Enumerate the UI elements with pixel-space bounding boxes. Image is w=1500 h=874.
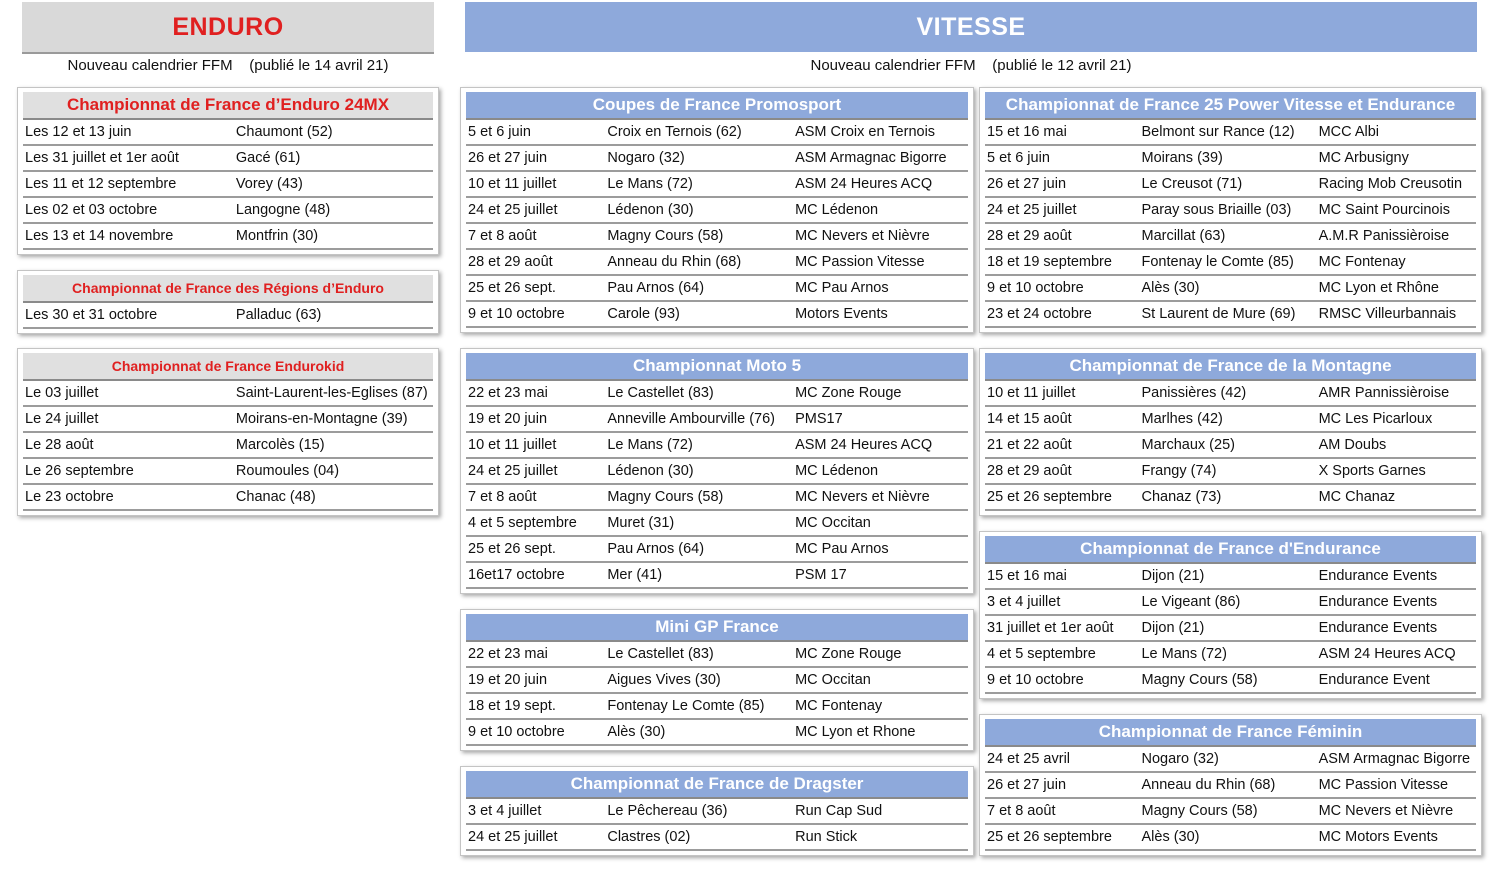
- section-title: Championnat de France d'Endurance: [985, 536, 1476, 564]
- table-row: [466, 642, 968, 668]
- location-cell: Carole (93): [607, 306, 680, 322]
- location-cell: Anneau du Rhin (68): [1141, 777, 1276, 793]
- section-title: Mini GP France: [466, 614, 968, 642]
- location-cell: Muret (31): [607, 515, 675, 531]
- table-row: [985, 198, 1476, 224]
- location-cell: Alès (30): [1141, 829, 1200, 845]
- location-cell: Le Mans (72): [607, 437, 693, 453]
- location-cell: Clastres (02): [607, 829, 691, 845]
- table-row: [985, 433, 1476, 459]
- table-row: [985, 590, 1476, 616]
- organizer-cell: MC Occitan: [795, 515, 871, 531]
- date-cell: 22 et 23 mai: [468, 646, 548, 662]
- table-row: [466, 381, 968, 407]
- date-cell: 25 et 26 sept.: [468, 541, 556, 557]
- date-cell: 3 et 4 juillet: [468, 803, 542, 819]
- table-row: [985, 302, 1476, 328]
- date-cell: 5 et 6 juin: [987, 150, 1050, 166]
- section-title: Championnat de France Endurokid: [23, 353, 433, 381]
- organizer-cell: MC Lédenon: [795, 202, 879, 218]
- date-cell: 25 et 26 sept.: [468, 280, 556, 296]
- date-cell: 24 et 25 juillet: [468, 463, 558, 479]
- table-row: [23, 120, 433, 146]
- location-cell: Nogaro (32): [1141, 751, 1219, 767]
- table-row: [23, 485, 433, 511]
- date-cell: 19 et 20 juin: [468, 411, 548, 427]
- date-cell: Le 28 août: [25, 437, 94, 453]
- table-row: [985, 224, 1476, 250]
- organizer-cell: MC Lédenon: [795, 463, 879, 479]
- date-cell: 24 et 25 juillet: [468, 829, 558, 845]
- enduro-banner: ENDURO: [22, 2, 434, 54]
- enduro-24mx-card: [17, 87, 439, 255]
- organizer-cell: Endurance Events: [1318, 620, 1438, 636]
- vitesse-subtitle: Nouveau calendrier FFM (publié le 12 avril 21): [810, 57, 1132, 74]
- location-cell: Marlhes (42): [1141, 411, 1223, 427]
- location-cell: Fontenay Le Comte (85): [607, 698, 765, 714]
- location-cell: Croix en Ternois (62): [607, 124, 742, 140]
- location-cell: Lédenon (30): [607, 463, 694, 479]
- location-cell: Langogne (48): [235, 202, 331, 218]
- table-row: [466, 407, 968, 433]
- table-row: [985, 642, 1476, 668]
- location-cell: Moirans-en-Montagne (39): [235, 411, 408, 427]
- date-cell: Les 11 et 12 septembre: [25, 176, 177, 192]
- table-row: [466, 720, 968, 746]
- location-cell: Palladuc (63): [235, 307, 322, 323]
- date-cell: 26 et 27 juin: [987, 777, 1067, 793]
- date-cell: 19 et 20 juin: [468, 672, 548, 688]
- organizer-cell: MC Fontenay: [1318, 254, 1406, 270]
- date-cell: 9 et 10 octobre: [468, 306, 565, 322]
- organizer-cell: Endurance Events: [1318, 594, 1438, 610]
- location-cell: Magny Cours (58): [1141, 803, 1258, 819]
- organizer-cell: PSM 17: [795, 567, 847, 583]
- organizer-cell: MC Chanaz: [1318, 489, 1396, 505]
- date-cell: 24 et 25 avril: [987, 751, 1071, 767]
- table-row: [466, 825, 968, 851]
- organizer-cell: MC Motors Events: [1318, 829, 1438, 845]
- dragster-card: [460, 766, 974, 856]
- table-row: [985, 407, 1476, 433]
- table-row: [985, 668, 1476, 694]
- date-cell: 24 et 25 juillet: [468, 202, 558, 218]
- table-row: [466, 537, 968, 563]
- location-cell: Marcillat (63): [1141, 228, 1226, 244]
- date-cell: 28 et 29 août: [987, 228, 1072, 244]
- date-cell: 16et17 octobre: [468, 567, 565, 583]
- organizer-cell: MC Zone Rouge: [795, 385, 902, 401]
- location-cell: Magny Cours (58): [607, 228, 724, 244]
- date-cell: 31 juillet et 1er août: [987, 620, 1114, 636]
- organizer-cell: MC Passion Vitesse: [795, 254, 925, 270]
- organizer-cell: MC Lyon et Rhône: [1318, 280, 1439, 296]
- location-cell: St Laurent de Mure (69): [1141, 306, 1296, 322]
- table-row: [23, 303, 433, 329]
- organizer-cell: MC Pau Arnos: [795, 280, 889, 296]
- organizer-cell: MC Saint Pourcinois: [1318, 202, 1450, 218]
- table-row: [466, 485, 968, 511]
- table-row: [985, 381, 1476, 407]
- table-row: [985, 564, 1476, 590]
- location-cell: Mer (41): [607, 567, 663, 583]
- date-cell: 18 et 19 sept.: [468, 698, 556, 714]
- location-cell: Belmont sur Rance (12): [1141, 124, 1295, 140]
- organizer-cell: Motors Events: [795, 306, 888, 322]
- date-cell: 3 et 4 juillet: [987, 594, 1061, 610]
- date-cell: 24 et 25 juillet: [987, 202, 1077, 218]
- date-cell: 23 et 24 octobre: [987, 306, 1092, 322]
- date-cell: 10 et 11 juillet: [987, 385, 1076, 401]
- date-cell: 7 et 8 août: [468, 228, 537, 244]
- organizer-cell: ASM Armagnac Bigorre: [1318, 751, 1471, 767]
- date-cell: Le 24 juillet: [25, 411, 99, 427]
- date-cell: 9 et 10 octobre: [468, 724, 565, 740]
- table-row: [466, 146, 968, 172]
- organizer-cell: A.M.R Panissièroise: [1318, 228, 1450, 244]
- organizer-cell: ASM 24 Heures ACQ: [795, 176, 933, 192]
- location-cell: Le Castellet (83): [607, 646, 714, 662]
- table-row: [466, 198, 968, 224]
- table-row: [985, 146, 1476, 172]
- date-cell: 26 et 27 juin: [987, 176, 1067, 192]
- location-cell: Dijon (21): [1141, 620, 1205, 636]
- table-row: [23, 381, 433, 407]
- location-cell: Fontenay le Comte (85): [1141, 254, 1294, 270]
- table-row: [985, 276, 1476, 302]
- table-row: [466, 120, 968, 146]
- date-cell: 28 et 29 août: [468, 254, 553, 270]
- organizer-cell: MC Les Picarloux: [1318, 411, 1433, 427]
- table-row: [985, 459, 1476, 485]
- table-row: [466, 511, 968, 537]
- location-cell: Moirans (39): [1141, 150, 1223, 166]
- location-cell: Le Creusot (71): [1141, 176, 1243, 192]
- date-cell: 9 et 10 octobre: [987, 672, 1084, 688]
- enduro-subtitle: Nouveau calendrier FFM (publié le 14 avril 21): [67, 57, 389, 74]
- section-title: Championnat de France 25 Power Vitesse et Endurance: [985, 92, 1476, 120]
- location-cell: Vorey (43): [235, 176, 303, 192]
- location-cell: Le Pêchereau (36): [607, 803, 728, 819]
- date-cell: Le 26 septembre: [25, 463, 134, 479]
- power25-card: [979, 87, 1482, 333]
- location-cell: Anneville Ambourville (76): [607, 411, 775, 427]
- organizer-cell: MC Zone Rouge: [795, 646, 902, 662]
- location-cell: Alès (30): [607, 724, 666, 740]
- organizer-cell: MC Lyon et Rhone: [795, 724, 916, 740]
- table-row: [985, 250, 1476, 276]
- table-row: [985, 616, 1476, 642]
- table-row: [466, 224, 968, 250]
- date-cell: 10 et 11 juillet: [468, 437, 557, 453]
- date-cell: 25 et 26 septembre: [987, 829, 1112, 845]
- feminin-card: [979, 714, 1482, 856]
- organizer-cell: Racing Mob Creusotin: [1318, 176, 1463, 192]
- organizer-cell: MCC Albi: [1318, 124, 1380, 140]
- organizer-cell: Run Stick: [795, 829, 858, 845]
- location-cell: Magny Cours (58): [1141, 672, 1258, 688]
- location-cell: Le Mans (72): [607, 176, 693, 192]
- date-cell: 9 et 10 octobre: [987, 280, 1084, 296]
- location-cell: Aigues Vives (30): [607, 672, 721, 688]
- organizer-cell: ASM Armagnac Bigorre: [795, 150, 947, 166]
- table-row: [466, 302, 968, 328]
- date-cell: 26 et 27 juin: [468, 150, 548, 166]
- endurance-card: [979, 531, 1482, 699]
- table-row: [23, 459, 433, 485]
- organizer-cell: MC Nevers et Nièvre: [795, 489, 930, 505]
- organizer-cell: ASM 24 Heures ACQ: [1318, 646, 1456, 662]
- organizer-cell: AM Doubs: [1318, 437, 1387, 453]
- organizer-cell: MC Occitan: [795, 672, 871, 688]
- location-cell: Panissières (42): [1141, 385, 1247, 401]
- organizer-cell: Run Cap Sud: [795, 803, 883, 819]
- organizer-cell: AMR Pannissièroise: [1318, 385, 1450, 401]
- montagne-card: [979, 348, 1482, 516]
- table-row: [23, 146, 433, 172]
- moto5-card: [460, 348, 974, 594]
- section-title: Championnat de France Féminin: [985, 719, 1476, 747]
- table-row: [466, 276, 968, 302]
- organizer-cell: RMSC Villeurbannais: [1318, 306, 1457, 322]
- section-title: Championnat de France d’Enduro 24MX: [23, 92, 433, 120]
- organizer-cell: MC Passion Vitesse: [1318, 777, 1449, 793]
- date-cell: 4 et 5 septembre: [987, 646, 1096, 662]
- table-row: [985, 120, 1476, 146]
- table-row: [985, 172, 1476, 198]
- section-title: Championnat de France de la Montagne: [985, 353, 1476, 381]
- location-cell: Marcolès (15): [235, 437, 325, 453]
- location-cell: Anneau du Rhin (68): [607, 254, 742, 270]
- organizer-cell: MC Arbusigny: [1318, 150, 1409, 166]
- organizer-cell: ASM 24 Heures ACQ: [795, 437, 933, 453]
- section-title: Championnat de France des Régions d’Enduro: [23, 275, 433, 303]
- date-cell: 25 et 26 septembre: [987, 489, 1112, 505]
- location-cell: Nogaro (32): [607, 150, 685, 166]
- minigp-card: [460, 609, 974, 751]
- location-cell: Le Vigeant (86): [1141, 594, 1241, 610]
- table-row: [985, 825, 1476, 851]
- date-cell: 14 et 15 août: [987, 411, 1072, 427]
- date-cell: 15 et 16 mai: [987, 124, 1067, 140]
- date-cell: 5 et 6 juin: [468, 124, 531, 140]
- organizer-cell: MC Nevers et Nièvre: [795, 228, 930, 244]
- location-cell: Chaumont (52): [235, 124, 333, 140]
- table-row: [466, 668, 968, 694]
- table-row: [466, 694, 968, 720]
- date-cell: 21 et 22 août: [987, 437, 1072, 453]
- date-cell: Le 03 juillet: [25, 385, 99, 401]
- organizer-cell: PMS17: [795, 411, 843, 427]
- date-cell: Les 30 et 31 octobre: [25, 307, 158, 323]
- section-title: Coupes de France Promosport: [466, 92, 968, 120]
- location-cell: Frangy (74): [1141, 463, 1217, 479]
- location-cell: Paray sous Briaille (03): [1141, 202, 1292, 218]
- location-cell: Pau Arnos (64): [607, 280, 705, 296]
- location-cell: Saint-Laurent-les-Eglises (87): [235, 385, 428, 401]
- table-row: [985, 485, 1476, 511]
- vitesse-banner: VITESSE: [465, 2, 1477, 52]
- date-cell: Les 13 et 14 novembre: [25, 228, 174, 244]
- organizer-cell: MC Nevers et Nièvre: [1318, 803, 1454, 819]
- table-row: [23, 433, 433, 459]
- date-cell: 10 et 11 juillet: [468, 176, 557, 192]
- location-cell: Marchaux (25): [1141, 437, 1235, 453]
- location-cell: Alès (30): [1141, 280, 1200, 296]
- table-row: [466, 172, 968, 198]
- table-row: [23, 224, 433, 250]
- table-row: [466, 563, 968, 589]
- section-title: Championnat Moto 5: [466, 353, 968, 381]
- location-cell: Roumoules (04): [235, 463, 340, 479]
- date-cell: 28 et 29 août: [987, 463, 1072, 479]
- date-cell: 7 et 8 août: [987, 803, 1056, 819]
- location-cell: Magny Cours (58): [607, 489, 724, 505]
- organizer-cell: Endurance Events: [1318, 568, 1438, 584]
- organizer-cell: Endurance Event: [1318, 672, 1430, 688]
- table-row: [466, 799, 968, 825]
- location-cell: Montfrin (30): [235, 228, 319, 244]
- table-row: [466, 250, 968, 276]
- date-cell: 22 et 23 mai: [468, 385, 548, 401]
- location-cell: Le Castellet (83): [607, 385, 714, 401]
- table-row: [23, 407, 433, 433]
- table-row: [985, 747, 1476, 773]
- organizer-cell: X Sports Garnes: [1318, 463, 1426, 479]
- table-row: [466, 433, 968, 459]
- date-cell: 15 et 16 mai: [987, 568, 1067, 584]
- date-cell: 18 et 19 septembre: [987, 254, 1112, 270]
- location-cell: Le Mans (72): [1141, 646, 1227, 662]
- date-cell: Les 02 et 03 octobre: [25, 202, 158, 218]
- table-row: [985, 773, 1476, 799]
- table-row: [23, 172, 433, 198]
- location-cell: Chanac (48): [235, 489, 316, 505]
- organizer-cell: ASM Croix en Ternois: [795, 124, 936, 140]
- location-cell: Lédenon (30): [607, 202, 694, 218]
- organizer-cell: MC Fontenay: [795, 698, 883, 714]
- promosport-card: [460, 87, 974, 333]
- date-cell: Les 31 juillet et 1er août: [25, 150, 179, 166]
- location-cell: Dijon (21): [1141, 568, 1205, 584]
- date-cell: Les 12 et 13 juin: [25, 124, 132, 140]
- date-cell: Le 23 octobre: [25, 489, 114, 505]
- location-cell: Gacé (61): [235, 150, 301, 166]
- enduro-regions-card: [17, 270, 439, 334]
- section-title: Championnat de France de Dragster: [466, 771, 968, 799]
- organizer-cell: MC Pau Arnos: [795, 541, 889, 557]
- location-cell: Pau Arnos (64): [607, 541, 705, 557]
- date-cell: 7 et 8 août: [468, 489, 537, 505]
- location-cell: Chanaz (73): [1141, 489, 1222, 505]
- table-row: [466, 459, 968, 485]
- date-cell: 4 et 5 septembre: [468, 515, 577, 531]
- endurokid-card: [17, 348, 439, 516]
- table-row: [985, 799, 1476, 825]
- table-row: [23, 198, 433, 224]
